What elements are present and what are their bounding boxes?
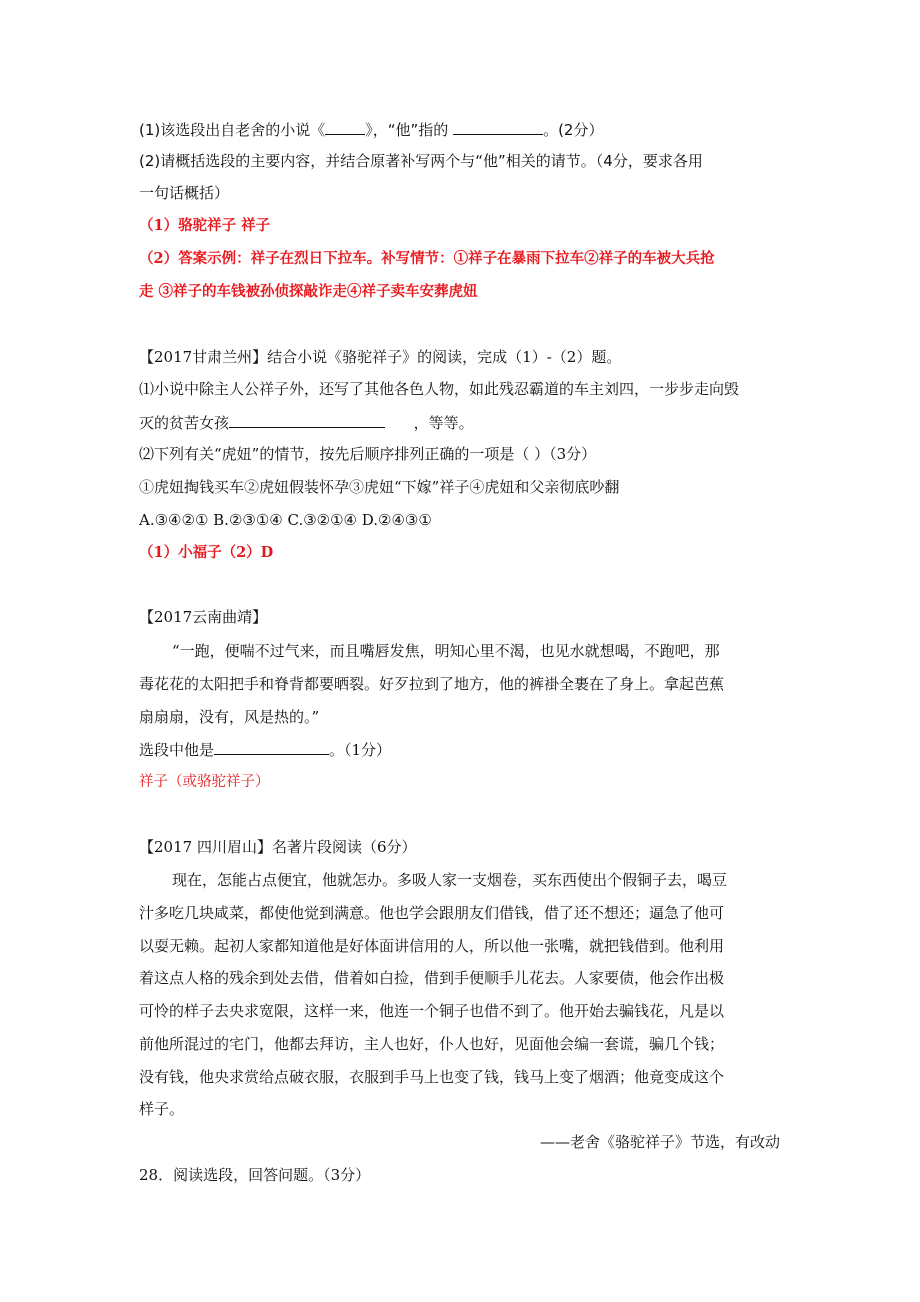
section3-blank — [214, 739, 329, 755]
q1-blank-he — [453, 119, 543, 135]
section3-answer: 祥子（或骆驼祥子） — [139, 774, 270, 790]
section4-passage-line: 汁多吃几块咸菜，都使他觉到满意。他也学会跟朋友们借钱，借了还不想还；逼急了他可 — [139, 904, 725, 922]
q1-text-before: (1)该选段出自老舍的小说《 — [139, 121, 326, 139]
section4-passage-line: 以耍无赖。起初人家都知道他是好体面讲信用的人，所以他一张嘴，就把钱借到。他利用 — [139, 937, 725, 955]
section2-q2: ⑵下列有关“虎妞”的情节，按先后顺序排列正确的一项是（ ）（3分） — [139, 445, 597, 463]
q1-blank-title — [325, 119, 365, 135]
q1-text-mid: 》，“他”指的 — [365, 121, 449, 139]
section2-q1-before: 灭的贫苦女孩 — [139, 414, 230, 432]
section4-heading: 【2017 四川眉山】名著片段阅读（6分） — [139, 838, 417, 856]
section3-heading: 【2017云南曲靖】 — [139, 608, 268, 626]
section3-passage-line3: 扇扇扇，没有，风是热的。” — [139, 708, 320, 726]
section2-q1-line1: ⑴小说中除主人公祥子外，还写了其他各色人物，如此残忍霸道的车主刘四，一步步走向毁 — [139, 380, 740, 398]
section4-passage-line: 没有钱，他央求赏给点破衣服，衣服到手马上也变了钱，钱马上变了烟酒；他竟变成这个 — [139, 1068, 725, 1086]
section4-passage-line: 现在，怎能占点便宜，他就怎办。多吸人家一支烟卷，买东西使出个假铜子去，喝豆 — [172, 871, 728, 889]
q2-line2: 一句话概括） — [139, 184, 230, 202]
section4-source: ——老舍《骆驼祥子》节选，有改动 — [539, 1133, 780, 1151]
section4-passage-line: 前他所混过的宅门，他都去拜访，主人也好，仆人也好，见面他会编一套谎，骗几个钱； — [139, 1035, 725, 1053]
answer-2-line1: （2）答案示例：祥子在烈日下拉车。补写情节：①祥子在暴雨下拉车②祥子的车被大兵抢 — [139, 250, 715, 267]
question-28: 28．阅读选段，回答问题。（3分） — [139, 1166, 371, 1184]
section4-passage-line: 着这点人格的残余到处去借，借着如白捡，借到手便顺手儿花去。人家要债，他会作出极 — [139, 969, 725, 987]
section2-q1-after: ，等等。 — [413, 414, 474, 432]
section3-question-after: 。（1分） — [329, 741, 392, 759]
section2-options: A.③④②① B.②③①④ C.③②①④ D.②④③① — [139, 511, 432, 529]
section2-q1-blank — [229, 412, 385, 428]
section4-passage-line: 可怜的样子去央求宽限，这样一来，他连一个铜子也借不到了。他开始去骗钱花，凡是以 — [139, 1002, 725, 1020]
q2-line1: (2)请概括选段的主要内容，并结合原著补写两个与“他”相关的请节。（4分，要求各用 — [139, 152, 703, 170]
section3-passage-line2: 毒花花的太阳把手和脊背都要晒裂。好歹拉到了地方，他的裤褂全裹在了身上。拿起芭蕉 — [139, 675, 725, 693]
section3-question-before: 选段中他是 — [139, 741, 215, 759]
section2-plot-list: ①虎妞掏钱买车②虎妞假装怀孕③虎妞“下嫁”祥子④虎妞和父亲彻底吵翻 — [139, 478, 620, 496]
section2-heading: 【2017甘肃兰州】结合小说《骆驼祥子》的阅读，完成（1）-（2）题。 — [139, 348, 622, 366]
q1-text-after: 。(2分） — [543, 121, 604, 139]
section2-answer: （1）小福子（2）D — [139, 544, 274, 561]
section3-passage-line1: “一跑，便喘不过气来，而且嘴唇发焦，明知心里不渴，也见水就想喝，不跑吧，那 — [172, 642, 720, 660]
answer-2-line2: 走 ③祥子的车钱被孙侦探敲诈走④祥子卖车安葬虎妞 — [139, 283, 478, 300]
section2-q1-line2 — [139, 412, 474, 433]
q1-line — [139, 119, 603, 140]
section3-question — [139, 739, 391, 760]
answer-1: （1）骆驼祥子 祥子 — [139, 217, 271, 234]
section4-passage-line: 样子。 — [139, 1100, 185, 1118]
